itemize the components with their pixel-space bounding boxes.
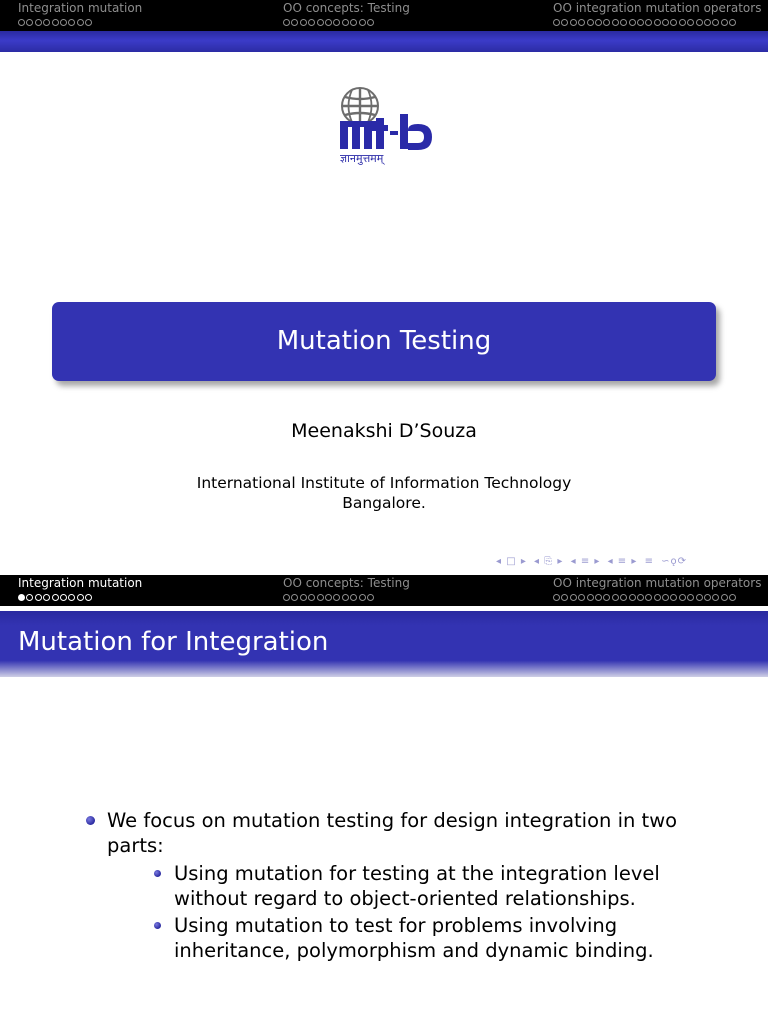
sub-list-item <box>153 861 705 911</box>
nav-frame-dot[interactable] <box>670 594 677 601</box>
nav-frame-dot[interactable] <box>291 594 298 601</box>
sub-list-item <box>153 913 705 963</box>
frame-nav-icon[interactable]: ◂ □ ▸ <box>496 556 527 567</box>
nav-section-integration-mutation[interactable] <box>18 0 142 28</box>
nav-frame-dot[interactable] <box>359 19 366 26</box>
nav-frame-dot[interactable] <box>68 19 75 26</box>
nav-section-integration-mutation[interactable] <box>18 575 142 603</box>
institution-line-2: Bangalore. <box>342 494 426 512</box>
nav-frame-dot[interactable] <box>629 594 636 601</box>
nav-frame-dot[interactable] <box>85 594 92 601</box>
presentation-title-box <box>52 302 716 381</box>
beamer-navigation-symbols <box>496 556 690 570</box>
nav-frame-dot[interactable] <box>704 594 711 601</box>
nav-frame-dot[interactable] <box>43 19 50 26</box>
nav-frame-dot[interactable] <box>553 594 560 601</box>
author-name: Meenakshi D’Souza <box>291 420 477 442</box>
sub-list-item-text: Using mutation to test for problems involving inheritance, polymorphism and dynamic binding. <box>174 914 654 962</box>
list-item <box>85 808 705 963</box>
nav-frame-dot[interactable] <box>342 19 349 26</box>
nav-frame-dot[interactable] <box>603 19 610 26</box>
nav-frame-dot[interactable] <box>300 19 307 26</box>
nav-frame-dot[interactable] <box>26 19 33 26</box>
nav-frame-dots[interactable] <box>18 591 142 603</box>
institution <box>0 473 768 513</box>
nav-frame-dot[interactable] <box>578 594 585 601</box>
nav-frame-dots[interactable] <box>283 16 410 28</box>
nav-frame-dot[interactable] <box>342 594 349 601</box>
nav-frame-dot[interactable] <box>637 594 644 601</box>
nav-frame-dot[interactable] <box>654 19 661 26</box>
nav-frame-dot[interactable] <box>570 594 577 601</box>
nav-frame-dot[interactable] <box>587 594 594 601</box>
nav-section-oo-integration-mutation-operators[interactable] <box>553 0 761 28</box>
nav-frame-dot[interactable] <box>359 594 366 601</box>
nav-frame-dot[interactable] <box>561 19 568 26</box>
nav-frame-dot[interactable] <box>77 19 84 26</box>
nav-frame-dot[interactable] <box>333 19 340 26</box>
nav-frame-dots[interactable] <box>553 591 761 603</box>
subsection-nav-icon[interactable]: ◂ ⎘ ▸ <box>534 556 564 567</box>
nav-frame-dots[interactable] <box>18 16 142 28</box>
institution-line-1: International Institute of Information Technology <box>196 474 572 492</box>
nav-frame-dot[interactable] <box>52 19 59 26</box>
iiitb-logo <box>336 86 436 166</box>
nav-frame-dot[interactable] <box>662 19 669 26</box>
nav-section-title[interactable]: OO concepts: Testing <box>283 576 410 590</box>
nav-frame-dot[interactable] <box>687 594 694 601</box>
sub-list-item-text: Using mutation for testing at the integration level without regard to object-oriented relationships. <box>174 862 660 910</box>
nav-frame-dot[interactable] <box>35 19 42 26</box>
nav-section-oo-integration-mutation-operators[interactable] <box>553 575 761 603</box>
nav-frame-dot[interactable] <box>317 19 324 26</box>
section-navigation-bar <box>0 0 768 31</box>
list-item-text: We focus on mutation testing for design integration in two parts: <box>107 809 678 857</box>
nav-frame-dot[interactable] <box>553 19 560 26</box>
nav-frame-dot[interactable] <box>578 19 585 26</box>
nav-section-oo-concepts-testing[interactable] <box>283 575 410 603</box>
nav-frame-dot[interactable] <box>367 19 374 26</box>
nav-frame-dot[interactable] <box>721 19 728 26</box>
nav-frame-dot[interactable] <box>729 594 736 601</box>
nav-section-title[interactable]: OO integration mutation operators <box>553 1 762 15</box>
nav-frame-dot[interactable] <box>350 594 357 601</box>
nav-frame-dot[interactable] <box>367 594 374 601</box>
nav-frame-dot[interactable] <box>43 594 50 601</box>
nav-frame-dot[interactable] <box>561 594 568 601</box>
nav-frame-dot[interactable] <box>629 19 636 26</box>
nav-frame-dot[interactable] <box>637 19 644 26</box>
nav-frame-dot[interactable] <box>704 19 711 26</box>
nav-frame-dot[interactable] <box>721 594 728 601</box>
nav-frame-dot[interactable] <box>325 594 332 601</box>
nav-frame-dot[interactable] <box>52 594 59 601</box>
sub-list <box>153 861 705 963</box>
section-navigation-bar <box>0 575 768 606</box>
nav-frame-dot[interactable] <box>620 594 627 601</box>
nav-frame-dot[interactable] <box>612 19 619 26</box>
nav-frame-dot[interactable] <box>729 19 736 26</box>
nav-frame-dot[interactable] <box>662 594 669 601</box>
nav-frame-dot[interactable] <box>620 19 627 26</box>
nav-frame-dot[interactable] <box>68 594 75 601</box>
nav-frame-dot[interactable] <box>645 594 652 601</box>
nav-frame-dot[interactable] <box>712 19 719 26</box>
nav-section-title[interactable]: OO concepts: Testing <box>283 1 410 15</box>
document-nav-icon[interactable]: ◂ ≡ ▸ <box>607 556 638 567</box>
globe-icon <box>342 88 378 124</box>
frame-title: Mutation for Integration <box>18 627 329 657</box>
nav-frame-dot[interactable] <box>308 594 315 601</box>
nav-frame-dot[interactable] <box>325 19 332 26</box>
nav-frame-dot[interactable] <box>570 19 577 26</box>
bullet-icon <box>154 922 161 929</box>
nav-frame-dot[interactable] <box>333 594 340 601</box>
nav-frame-dot[interactable] <box>595 594 602 601</box>
nav-frame-dot[interactable] <box>654 594 661 601</box>
content-slide <box>0 575 768 1024</box>
svg-text:ज्ञानमुत्तमम्: ज्ञानमुत्तमम् <box>340 152 384 165</box>
nav-frame-dot[interactable] <box>291 19 298 26</box>
appendix-nav-icon[interactable]: ≡ <box>644 556 654 567</box>
nav-frame-dot[interactable] <box>317 594 324 601</box>
nav-section-oo-concepts-testing[interactable] <box>283 0 410 28</box>
nav-frame-dot[interactable] <box>283 19 290 26</box>
nav-frame-dot[interactable] <box>85 19 92 26</box>
presentation-title: Mutation Testing <box>276 326 492 356</box>
nav-frame-dot[interactable] <box>35 594 42 601</box>
nav-frame-dot[interactable] <box>283 594 290 601</box>
nav-frame-dot[interactable] <box>300 594 307 601</box>
nav-frame-dot[interactable] <box>687 19 694 26</box>
header-stripe <box>0 31 768 52</box>
section-nav-icon[interactable]: ◂ ≡ ▸ <box>570 556 601 567</box>
nav-frame-dot[interactable] <box>60 594 67 601</box>
nav-frame-dot[interactable] <box>645 19 652 26</box>
nav-frame-dot[interactable] <box>595 19 602 26</box>
search-back-forward-icon[interactable]: ∽ǫ⟳ <box>661 556 688 567</box>
bullet-list <box>85 808 705 965</box>
nav-frame-dot[interactable] <box>18 19 25 26</box>
nav-section-title[interactable]: Integration mutation <box>18 1 143 15</box>
nav-section-title[interactable]: Integration mutation <box>18 576 143 590</box>
nav-frame-dot[interactable] <box>587 19 594 26</box>
nav-frame-dots[interactable] <box>553 16 761 28</box>
nav-frame-dot[interactable] <box>612 594 619 601</box>
nav-frame-dot[interactable] <box>308 19 315 26</box>
bullet-icon <box>154 870 161 877</box>
nav-frame-dot[interactable] <box>77 594 84 601</box>
nav-frame-dot[interactable] <box>350 19 357 26</box>
nav-frame-dot[interactable] <box>696 594 703 601</box>
nav-frame-dot[interactable] <box>26 594 33 601</box>
nav-frame-dot[interactable] <box>712 594 719 601</box>
nav-frame-dot[interactable] <box>670 19 677 26</box>
nav-frame-dot[interactable] <box>679 594 686 601</box>
nav-frame-dot[interactable] <box>18 594 25 601</box>
bullet-icon <box>86 816 95 825</box>
nav-frame-dot[interactable] <box>696 19 703 26</box>
nav-frame-dot[interactable] <box>603 594 610 601</box>
nav-frame-dot[interactable] <box>679 19 686 26</box>
nav-section-title[interactable]: OO integration mutation operators <box>553 576 762 590</box>
nav-frame-dot[interactable] <box>60 19 67 26</box>
nav-frame-dots[interactable] <box>283 591 410 603</box>
